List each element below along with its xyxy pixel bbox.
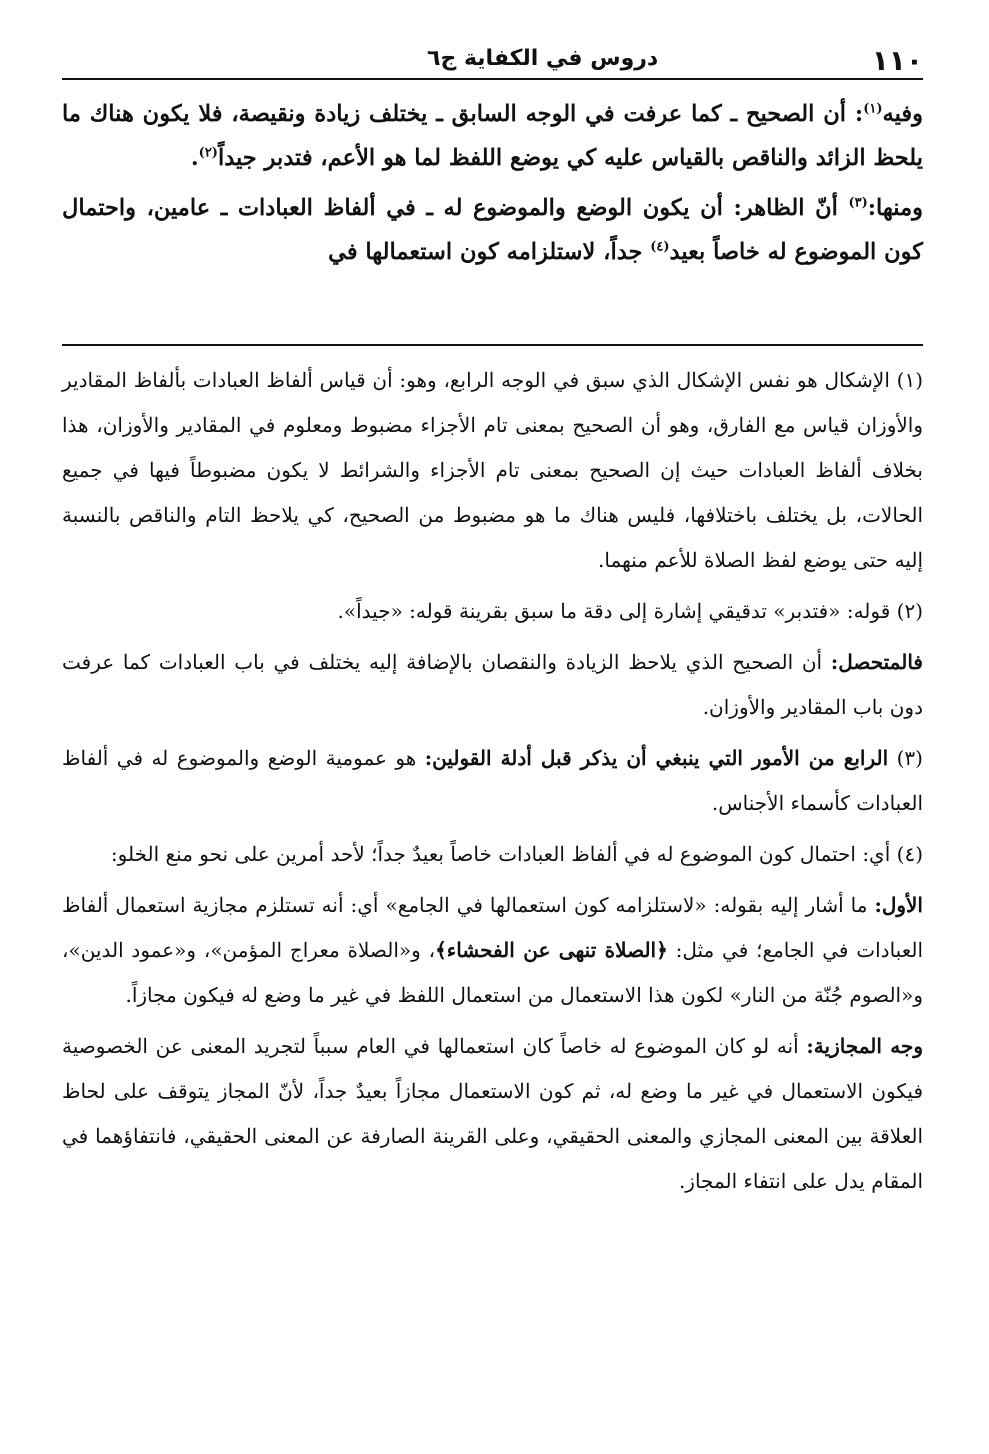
page-header (62, 40, 923, 80)
footnote-2: (٢) قوله: «فتدبر» تدقيقي إشارة إلى دقة ما سبق بقرينة قوله: «جيداً». (337, 599, 923, 623)
footnote-4a-lead: الأول: (874, 893, 923, 917)
main-text (62, 92, 923, 280)
para1-text: : أن الصحيح ـ كما عرفت في الوجه السابق ـ يختلف زيادة ونقيصة، فلا يكون هناك ما يلحظ الزائد والناقص بالقياس عليه كي يوضع اللفظ لما هو الأعم، فتدبر جيداً (62, 101, 923, 171)
footnote-4a-text-1: ما أشار إليه بقوله: «لاستلزامه كون استعمالها في الجامع» أي: أنه تستلزم مجازية استعمال ألفاظ العبادات في الجامع؛ في مثل: (62, 893, 924, 962)
footnote-ref-2: (٢) (198, 145, 218, 161)
footnote-2-continuation (62, 640, 923, 730)
footnote-separator (62, 344, 923, 346)
para1-end: . (190, 145, 199, 171)
page-number: ١١٠ (871, 44, 923, 77)
main-paragraph-2 (62, 186, 923, 274)
footnote-4b-text: أنه لو كان الموضوع له خاصاً كان استعمالها في العام سبباً لتجريد المعنى عن الخصوصية فيكون الاستعمال في غير ما وضع له، ثم كون الاستعمال مجازاً بعيدٌ جداً، لأنّ المجاز يتوقف على لحاظ العلاقة بين المعنى المجازي والمعنى الحقيقي، وعلى القرينة الصارفة عن المعنى الحقيقي، فانتفاؤهما في المقام يدل على انتفاء المجاز. (62, 1034, 923, 1193)
book-title: دروس في الكفاية ج٦ (427, 46, 659, 71)
footnote-4a-quote: ﴿الصلاة تنهى عن الفحشاء﴾ (435, 938, 668, 962)
main-paragraph-1 (62, 92, 923, 180)
footnote-ref-4: (٤) (650, 239, 670, 255)
para1-lead: وفيه (882, 101, 923, 127)
footnote-4-first (62, 883, 923, 1018)
footnotes (62, 358, 923, 1210)
para2-text-a: أنّ الظاهر: أن يكون الوضع والموضوع له ـ في ألفاظ العبادات ـ عامين، واحتمال كون الموضوع له خاصاً بعيد (62, 195, 923, 265)
header-rule (62, 78, 923, 80)
footnote-3-text: هو عمومية الوضع والموضوع له في ألفاظ العبادات كأسماء الأجناس. (62, 746, 923, 815)
footnote-4b-lead: وجه المجازية: (806, 1034, 923, 1058)
footnote-3-number: (٣) (888, 746, 923, 770)
footnote-2-text: أن الصحيح الذي يلاحظ الزيادة والنقصان بالإضافة إليه يختلف في باب العبادات كما عرفت دون باب المقادير والأوزان. (62, 650, 923, 719)
footnote-4a-text-2: ، و«الصلاة معراج المؤمن»، و«عمود الدين»، و«الصوم جُنّة من النار» لكون هذا الاستعمال من استعمال اللفظ في غير ما وضع له فيكون مجازاً. (62, 938, 923, 1007)
footnote-4: (٤) أي: احتمال كون الموضوع له في ألفاظ العبادات خاصاً بعيدٌ جداً؛ لأحد أمرين على نحو منع الخلو: (110, 842, 923, 866)
footnote-ref-1: (١) (863, 101, 883, 117)
para2-lead: ومنها: (867, 195, 923, 221)
footnote-3 (62, 736, 923, 826)
footnote-3-lead: الرابع من الأمور التي ينبغي أن يذكر قبل أدلة القولين: (424, 746, 889, 770)
footnote-2-lead: فالمتحصل: (830, 650, 923, 674)
para2-text-b: جداً، لاستلزامه كون استعمالها في (328, 239, 651, 265)
footnote-4-reason (62, 1024, 923, 1204)
footnote-ref-3: (٣) (848, 195, 868, 211)
footnote-1: (١) الإشكال هو نفس الإشكال الذي سبق في الوجه الرابع، وهو: أن قياس ألفاظ العبادات بألفاظ المقادير والأوزان قياس مع الفارق، وهو أن الصحيح بمعنى تام الأجزاء مضبوط ومعلوم في المقادير والأوزان، هذا بخلاف ألفاظ العبادات حيث إن الصحيح بمعنى تام الأجزاء والشرائط لا يكون مضبوطاً فيها في جميع الحالات، بل يختلف باختلافها، فليس هناك ما هو مضبوط من الصحيح، كي يلاحظ التام والناقص بالنسبة إليه حتى يوضع لفظ الصلاة للأعم منهما. (62, 368, 923, 572)
